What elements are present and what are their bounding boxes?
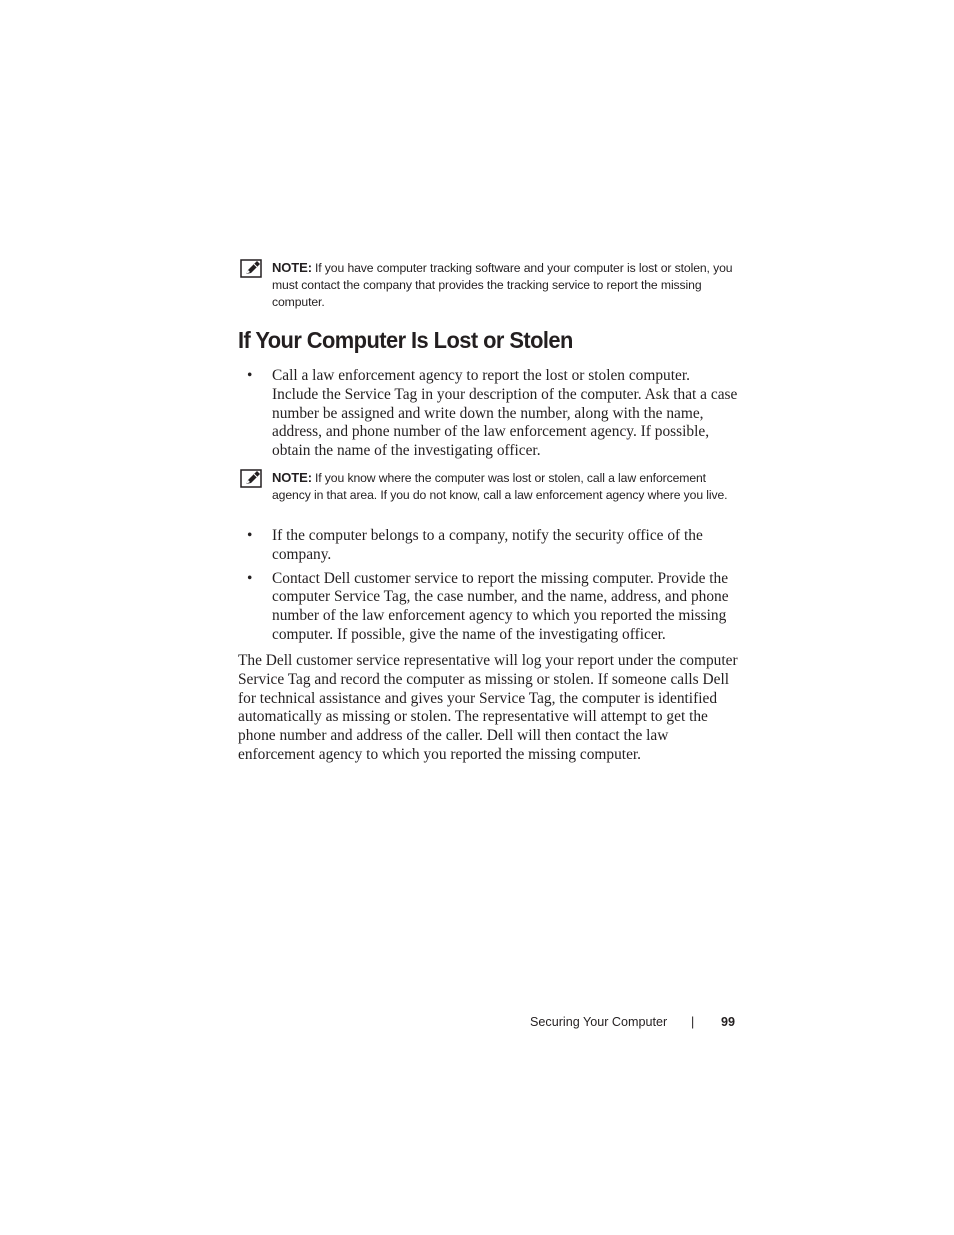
bullet-marker: •: [247, 569, 253, 587]
pencil-note-icon: [240, 259, 263, 279]
list-item: [238, 570, 738, 645]
footer-section-title: Securing Your Computer: [530, 1015, 668, 1029]
list-item-text: Call a law enforcement agency to report the lost or stolen computer. Include the Service Tag in your description of the computer. Ask that a case number be assigned and write down the number, along with the name, address, and phone number of the law enforcement agency. If possible, obtain the name of the investigating officer.: [272, 367, 738, 460]
note-body: If you have computer tracking software and your computer is lost or stolen, you must contact the company that provides the tracking service to report the missing computer.: [272, 261, 733, 309]
note-label: NOTE:: [272, 470, 312, 485]
body-paragraph: The Dell customer service representative will log your report under the computer Service Tag and record the computer as missing or stolen. If someone calls Dell for technical assistance and gives your Service Tag, the computer is identified automatically as missing or stolen. The representative will attempt to get the phone number and address of the caller. Dell will then contact the law enforcement agency to which you reported the missing computer.: [238, 652, 738, 763]
bullet-list-2: [238, 527, 738, 650]
list-item-text: Contact Dell customer service to report the missing computer. Provide the computer Service Tag, the case number, and the name, address, and phone number of the law enforcement agency to which you reported the missing computer. If possible, give the name of the investigating officer.: [272, 569, 729, 643]
page-footer: [530, 1015, 735, 1035]
note-text: [272, 469, 740, 504]
note-tracking-software: [240, 259, 740, 311]
note-location: [240, 469, 740, 504]
list-item: [238, 527, 738, 565]
note-label: NOTE:: [272, 260, 312, 275]
pencil-note-icon: [240, 469, 263, 489]
bullet-marker: •: [247, 527, 253, 544]
list-item-text: If the computer belongs to a company, notify the security office of the company.: [272, 527, 703, 563]
section-heading: If Your Computer Is Lost or Stolen: [238, 327, 573, 353]
footer-divider: |: [691, 1015, 695, 1029]
list-item: [238, 367, 738, 461]
note-body: If you know where the computer was lost or stolen, call a law enforcement agency in that area. If you do not know, call a law enforcement agency where you live.: [272, 471, 728, 502]
note-text: [272, 259, 740, 311]
bullet-list-1: [238, 367, 738, 466]
page-number: 99: [720, 1015, 735, 1029]
bullet-marker: •: [247, 367, 253, 384]
